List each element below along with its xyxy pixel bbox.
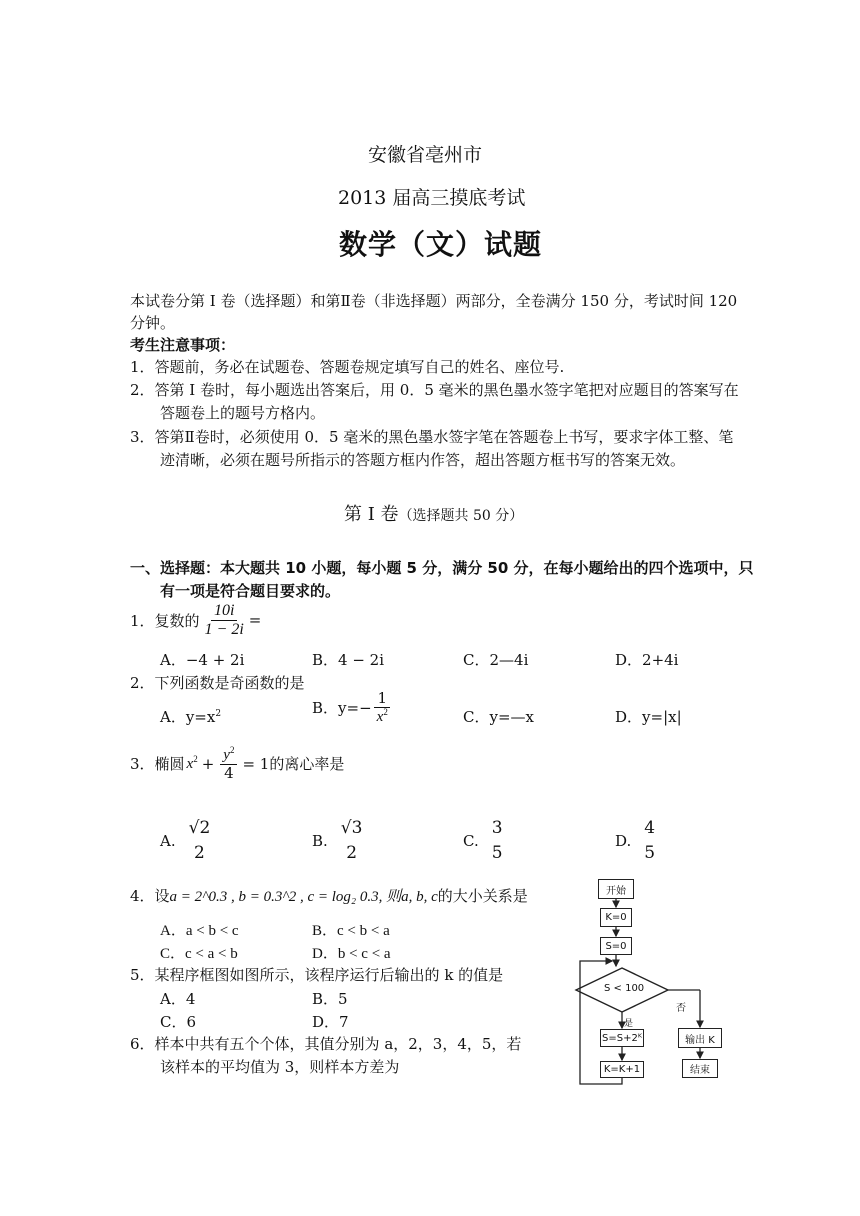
notice-3b: 迹清晰，必须在题号所指示的答题方框内作答，超出答题方框书写的答案无效。 xyxy=(160,451,686,469)
notice-title: 考生注意事项： xyxy=(130,336,236,354)
q1-denominator: 1 − 2i xyxy=(204,620,244,638)
intro-line-2: 分钟。 xyxy=(130,314,176,332)
q2-option-d: D．y=|x| xyxy=(615,708,682,726)
q4-expr: a = 2^0.3 , b = 0.3^2 , c = log₂ 0.3, 则a, b, c xyxy=(169,889,438,905)
q3-stem xyxy=(130,746,344,781)
q3-stem-post: 的离心率是 xyxy=(269,755,345,773)
q1-option-c: C．2—4i xyxy=(463,651,529,669)
q3-a-label: A. xyxy=(160,831,176,850)
flowchart-update-k xyxy=(600,1061,644,1078)
notice-3a: 3．答第Ⅱ卷时，必须使用 0．5 毫米的黑色墨水签字笔在答题卷上书写，要求字体工整、笔 xyxy=(130,428,734,446)
notice-1: 1．答题前，务必在试题卷、答题卷规定填写自己的姓名、座位号. xyxy=(130,358,565,376)
q3-option-b xyxy=(312,816,367,865)
flowchart-output-label: 输出 K xyxy=(685,1034,715,1046)
flowchart-k0 xyxy=(600,908,632,927)
q6-line-2: 该样本的平均值为 3，则样本方差为 xyxy=(160,1058,400,1076)
q5-option-c: C．6 xyxy=(160,1013,197,1031)
exam-title: 2013 届高三摸底考试 xyxy=(338,187,526,209)
flowchart-end xyxy=(682,1059,718,1078)
q2-b-label: B．y=− xyxy=(312,699,372,717)
q1-fraction xyxy=(202,602,247,638)
q1-equals: = xyxy=(248,611,262,630)
q4-stem-pre: 4．设 xyxy=(130,887,170,905)
region-title: 安徽省亳州市 xyxy=(368,144,483,166)
q3-c-den: 5 xyxy=(491,842,503,863)
q3-y-sup: 2 xyxy=(229,745,235,755)
part1-title-text: 第 Ⅰ 卷 xyxy=(344,504,399,525)
notice-2b: 答题卷上的题号方格内。 xyxy=(160,404,326,422)
q4-option-c: C．c < a < b xyxy=(160,946,238,962)
part1-subtitle: （选择题共 50 分） xyxy=(398,508,524,524)
q3-eq-one: = 1 xyxy=(242,754,270,773)
q4-stem xyxy=(130,885,528,906)
flowchart-update-k-label: K=K+1 xyxy=(603,1064,641,1075)
q2-option-a xyxy=(160,706,221,727)
q3-stem-pre: 3．椭圆 xyxy=(130,755,185,773)
flowchart-yes-label: 是 xyxy=(624,1019,634,1029)
section1-line-1: 一、选择题：本大题共 10 小题，每小题 5 分，满分 50 分，在每小题给出的四个选项中，只 xyxy=(130,559,754,577)
q2-b-den-sup: 2 xyxy=(383,706,388,717)
q3-a-num: √2 xyxy=(188,818,211,838)
flowchart-no-label: 否 xyxy=(676,1003,686,1014)
intro-line-1: 本试卷分第 I 卷（选择题）和第Ⅱ卷（非选择题）两部分，全卷满分 150 分，考试时间 120 xyxy=(130,292,738,310)
q3-option-c xyxy=(463,816,508,865)
question-1-stem xyxy=(130,602,261,638)
notice-2a: 2．答第 I 卷时，每小题选出答案后，用 0．5 毫米的黑色墨水签字笔把对应题目的答案写在 xyxy=(130,381,739,399)
q5-option-b: B．5 xyxy=(312,990,348,1008)
part1-title xyxy=(344,500,523,526)
q3-x: x xyxy=(186,756,194,772)
q3-b-label: B. xyxy=(312,831,328,850)
q4-option-a: A．a < b < c xyxy=(160,923,239,939)
q1-option-d: D．2+4i xyxy=(615,651,679,669)
q3-y: y xyxy=(223,747,230,763)
q2-b-fraction xyxy=(374,690,391,725)
q1-stem-text: 1．复数的 xyxy=(130,611,200,630)
section1-line-2: 有一项是符合题目要求的。 xyxy=(160,582,341,600)
q2-b-num: 1 xyxy=(374,690,390,708)
flowchart xyxy=(572,876,722,1091)
q2-option-b xyxy=(312,690,393,725)
flowchart-k0-label: K=0 xyxy=(605,912,627,923)
q3-option-d xyxy=(615,816,660,865)
q3-b-num: √3 xyxy=(340,818,363,838)
q3-c-num: 3 xyxy=(491,818,503,838)
flowchart-update-s xyxy=(600,1029,644,1047)
flowchart-s0 xyxy=(600,937,632,955)
q3-option-a xyxy=(160,816,215,865)
flowchart-output xyxy=(678,1028,722,1048)
q3-d-label: D. xyxy=(615,831,632,850)
q1-option-b: B．4 − 2i xyxy=(312,651,385,669)
q3-plus: + xyxy=(201,754,215,773)
q2-stem: 2．下列函数是奇函数的是 xyxy=(130,674,305,692)
q5-option-d: D．7 xyxy=(312,1013,349,1031)
q5-option-a: A．4 xyxy=(160,990,196,1008)
q3-d-den: 5 xyxy=(644,842,656,863)
q2-b-den: x xyxy=(376,708,384,725)
flowchart-end-label: 结束 xyxy=(690,1065,710,1076)
q4-stem-post: 的大小关系是 xyxy=(437,887,528,905)
q6-line-1: 6．样本中共有五个个体，其值分别为 a，2，3，4，5，若 xyxy=(130,1035,522,1053)
q3-fraction xyxy=(220,746,237,781)
q3-x-sup: 2 xyxy=(193,754,198,764)
flowchart-s0-label: S=0 xyxy=(605,940,627,952)
q4-option-d: D．b < c < a xyxy=(312,946,391,962)
q3-y-den: 4 xyxy=(224,763,234,782)
q3-c-label: C. xyxy=(463,831,479,850)
q1-numerator: 10i xyxy=(211,602,237,621)
flowchart-start xyxy=(598,879,634,899)
q2-option-c: C．y=—x xyxy=(463,708,534,726)
q3-b-den: 2 xyxy=(346,842,358,863)
q2-a-sup: 2 xyxy=(215,709,222,719)
q4-option-b: B．c < b < a xyxy=(312,923,390,939)
q3-a-den: 2 xyxy=(194,842,205,863)
flowchart-condition: S < 100 xyxy=(604,983,645,994)
q3-d-num: 4 xyxy=(644,818,656,838)
subject-title: 数学（文）试题 xyxy=(339,228,543,261)
flowchart-update-s-label: S=S+2ᴷ xyxy=(602,1032,642,1044)
q1-option-a: A．−4 + 2i xyxy=(160,651,245,669)
flowchart-start-label: 开始 xyxy=(606,885,626,897)
q2-a-label: A．y=x xyxy=(160,708,216,726)
q5-stem: 5．某程序框图如图所示，该程序运行后输出的 k 的值是 xyxy=(130,966,504,984)
